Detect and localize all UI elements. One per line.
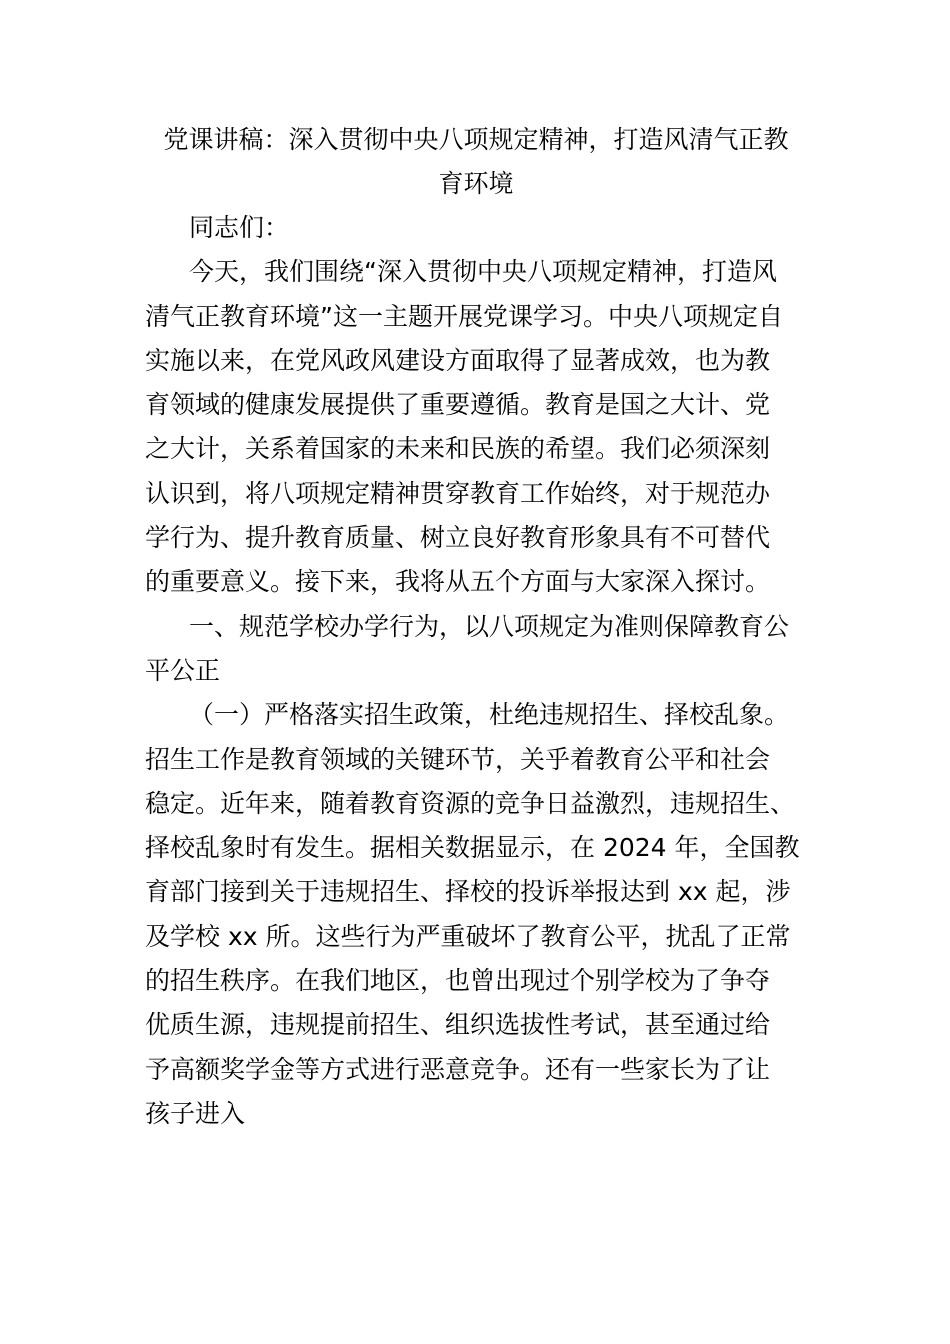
text-line: 同志们： — [189, 213, 290, 242]
text-line: 之大计，关系着国家的未来和民族的希望。我们必须深刻 — [145, 434, 771, 464]
text-line: 的重要意义。接下来，我将从五个方面与大家深入探讨。 — [145, 567, 771, 597]
text-line: 择校乱象时有发生。据相关数据显示，在 2024 年，全国教 — [145, 833, 800, 863]
text-line: 稳定。近年来，随着教育资源的竞争日益激烈，违规招生、 — [145, 788, 796, 818]
text-line: 平公正 — [145, 655, 221, 685]
text-line: 今天，我们围绕“深入贯彻中央八项规定精神，打造风 — [189, 257, 777, 287]
paragraph — [145, 250, 807, 604]
text-line: 一、规范学校办学行为，以八项规定为准则保障教育公 — [189, 611, 790, 641]
text-line: 学行为、提升教育质量、树立良好教育形象具有不可替代 — [145, 523, 771, 553]
title-line: 育环境 — [438, 169, 514, 198]
document-page — [145, 118, 807, 1136]
document-body — [145, 206, 807, 1136]
text-line: 优质生源，违规提前招生、组织选拔性考试，甚至通过给 — [145, 1010, 771, 1040]
document-title — [133, 118, 819, 206]
text-line: 清气正教育环境”这一主题开展党课学习。中央八项规定自 — [145, 301, 783, 331]
text-line: 及学校 xx 所。这些行为严重破坏了教育公平，扰乱了正常 — [145, 921, 791, 951]
text-line: 认识到，将八项规定精神贯穿教育工作始终，对于规范办 — [145, 478, 771, 508]
title-line: 党课讲稿：深入贯彻中央八项规定精神，打造风清气正教 — [163, 125, 789, 154]
text-line: 育领域的健康发展提供了重要遵循。教育是国之大计、党 — [145, 390, 771, 420]
salutation — [145, 206, 807, 250]
text-line: 招生工作是教育领域的关键环节，关乎着教育公平和社会 — [145, 744, 771, 774]
text-line: 的招生秩序。在我们地区，也曾出现过个别学校为了争夺 — [145, 966, 771, 996]
text-line: 孩子进入 — [145, 1098, 246, 1128]
text-line: 予高额奖学金等方式进行恶意竞争。还有一些家长为了让 — [145, 1054, 771, 1084]
text-line: 实施以来，在党风政风建设方面取得了显著成效，也为教 — [145, 345, 771, 375]
text-line: 育部门接到关于违规招生、择校的投诉举报达到 xx 起，涉 — [145, 877, 791, 907]
text-line: （一）严格落实招生政策，杜绝违规招生、择校乱象。 — [189, 700, 790, 730]
section-heading — [145, 605, 807, 694]
paragraph — [145, 693, 807, 1136]
